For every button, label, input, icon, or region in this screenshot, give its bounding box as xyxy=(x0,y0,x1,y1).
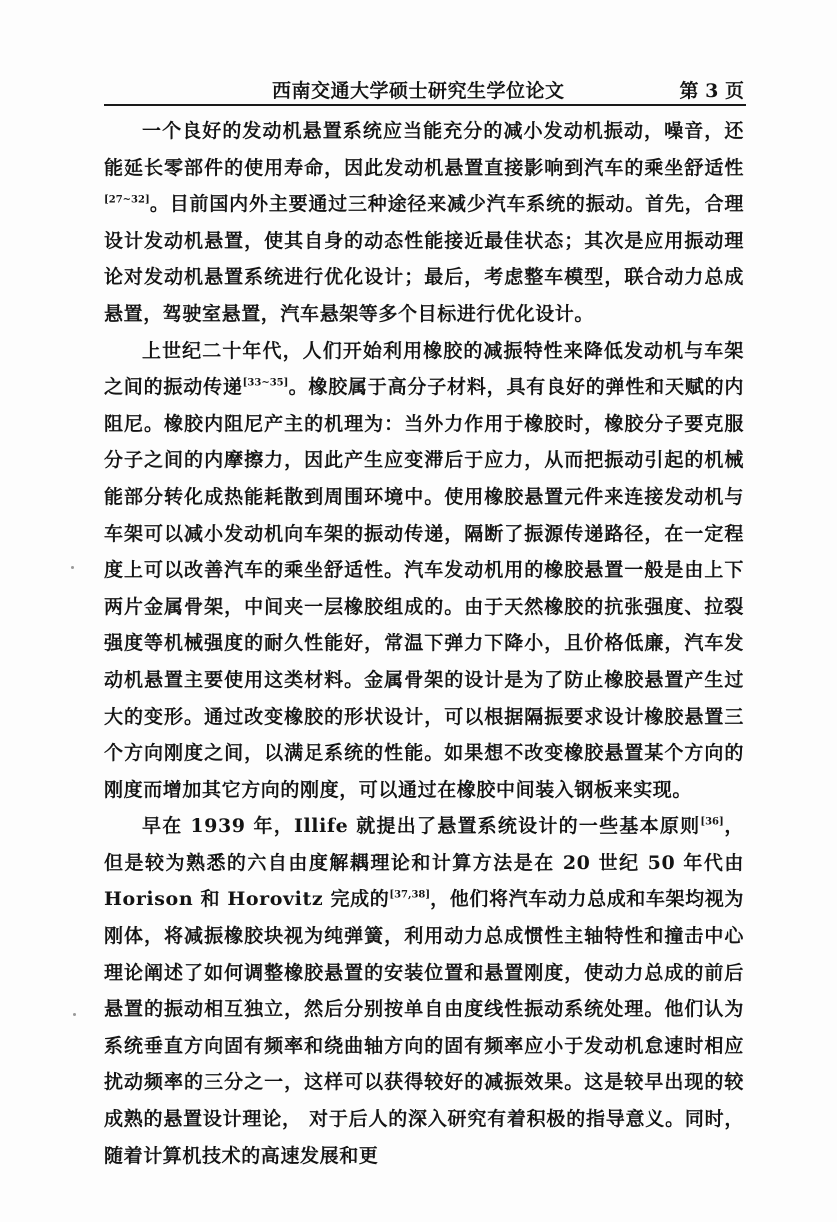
paragraph-text: 早在 1939 年，Illife 就提出了悬置系统设计的一些基本原则 xyxy=(142,815,701,838)
citation-ref: [36] xyxy=(700,816,724,828)
paragraph-2 xyxy=(104,333,744,809)
citation-ref: [27~32] xyxy=(104,194,150,206)
citation-ref: [37,38] xyxy=(389,890,431,902)
paragraph-text: 。目前国内外主要通过三种途径来减少汽车系统的振动。首先，合理设计发动机悬置，使其自身的动态性能接近最佳状态；其次是应用振动理论对发动机悬置系统进行优化设计；最后，考虑整车模型，联合动力总成悬置，驾驶室悬置，汽车悬架等多个目标进行优化设计。 xyxy=(104,193,744,325)
citation-ref: [33~35] xyxy=(242,377,289,389)
paragraph-text: 一个良好的发动机悬置系统应当能充分的减小发动机振动，噪音，还能延长零部件的使用寿命，因此发动机悬置直接影响到汽车的乘坐舒适性 xyxy=(104,120,744,179)
paragraph-text: 上世纪二十年代，人们开始利用橡胶的减振特性来降低发动机与车架之间的振动传递 xyxy=(104,339,744,399)
paragraph-text: ，他们将汽车动力总成和车架均视为刚体，将减振橡胶块视为纯弹簧，利用动力总成惯性主轴特性和撞击中心理论阐述了如何调整橡胶悬置的安装位置和悬置刚度，使动力总成的前后悬置的振动相互独立，然后分别按单自由度线性振动系统处理。他们认为系统垂直方向固有频率和绕曲轴方向的固有频率应小于发动机怠速时相应扰动频率的三分之一，这样可以获得较好的减振效果。这是较早出现的较成熟的悬置设计理论， 对于后人的深入研究有着积极的指导意义。同时，随着计算机技术的高速发展和更 xyxy=(104,888,744,1167)
header-rule xyxy=(104,104,746,106)
paragraph-3 xyxy=(104,808,744,1174)
body-text xyxy=(104,113,744,1174)
scan-speck xyxy=(73,1013,76,1016)
paragraph-text: 。橡胶属于高分子材料，具有良好的弹性和天赋的内阻尼。橡胶内阻尼产主的机理为：当外力作用于橡胶时，橡胶分子要克服分子之间的内摩擦力，因此产生应变滞后于应力，从而把振动引起的机械能部分转化成热能耗散到周围环境中。使用橡胶悬置元件来连接发动机与车架可以减小发动机向车架的振动传递，隔断了振源传递路径，在一定程度上可以改善汽车的乘坐舒适性。汽车发动机用的橡胶悬置一般是由上下两片金属骨架，中间夹一层橡胶组成的。由于天然橡胶的抗张强度、拉裂强度等机械强度的耐久性能好，常温下弹力下降小，且价格低廉，汽车发动机悬置主要使用这类材料。金属骨架的设计是为了防止橡胶悬置产生过大的变形。通过改变橡胶的形状设计，可以根据隔振要求设计橡胶悬置三个方向刚度之间，以满足系统的性能。如果想不改变橡胶悬置某个方向的刚度而增加其它方向的刚度，可以通过在橡胶中间装入钢板来实现。 xyxy=(104,376,744,801)
page-number: 第 3 页 xyxy=(679,80,744,102)
paragraph-text: ，但是较为熟悉的六自由度解耦理论和计算方法是在 20 世纪 50 年代由 Horison 和 Horovitz 完成的 xyxy=(104,815,744,911)
running-title: 西南交通大学硕士研究生学位论文 xyxy=(272,80,565,102)
paragraph-1 xyxy=(104,113,744,333)
scan-speck xyxy=(71,566,74,569)
